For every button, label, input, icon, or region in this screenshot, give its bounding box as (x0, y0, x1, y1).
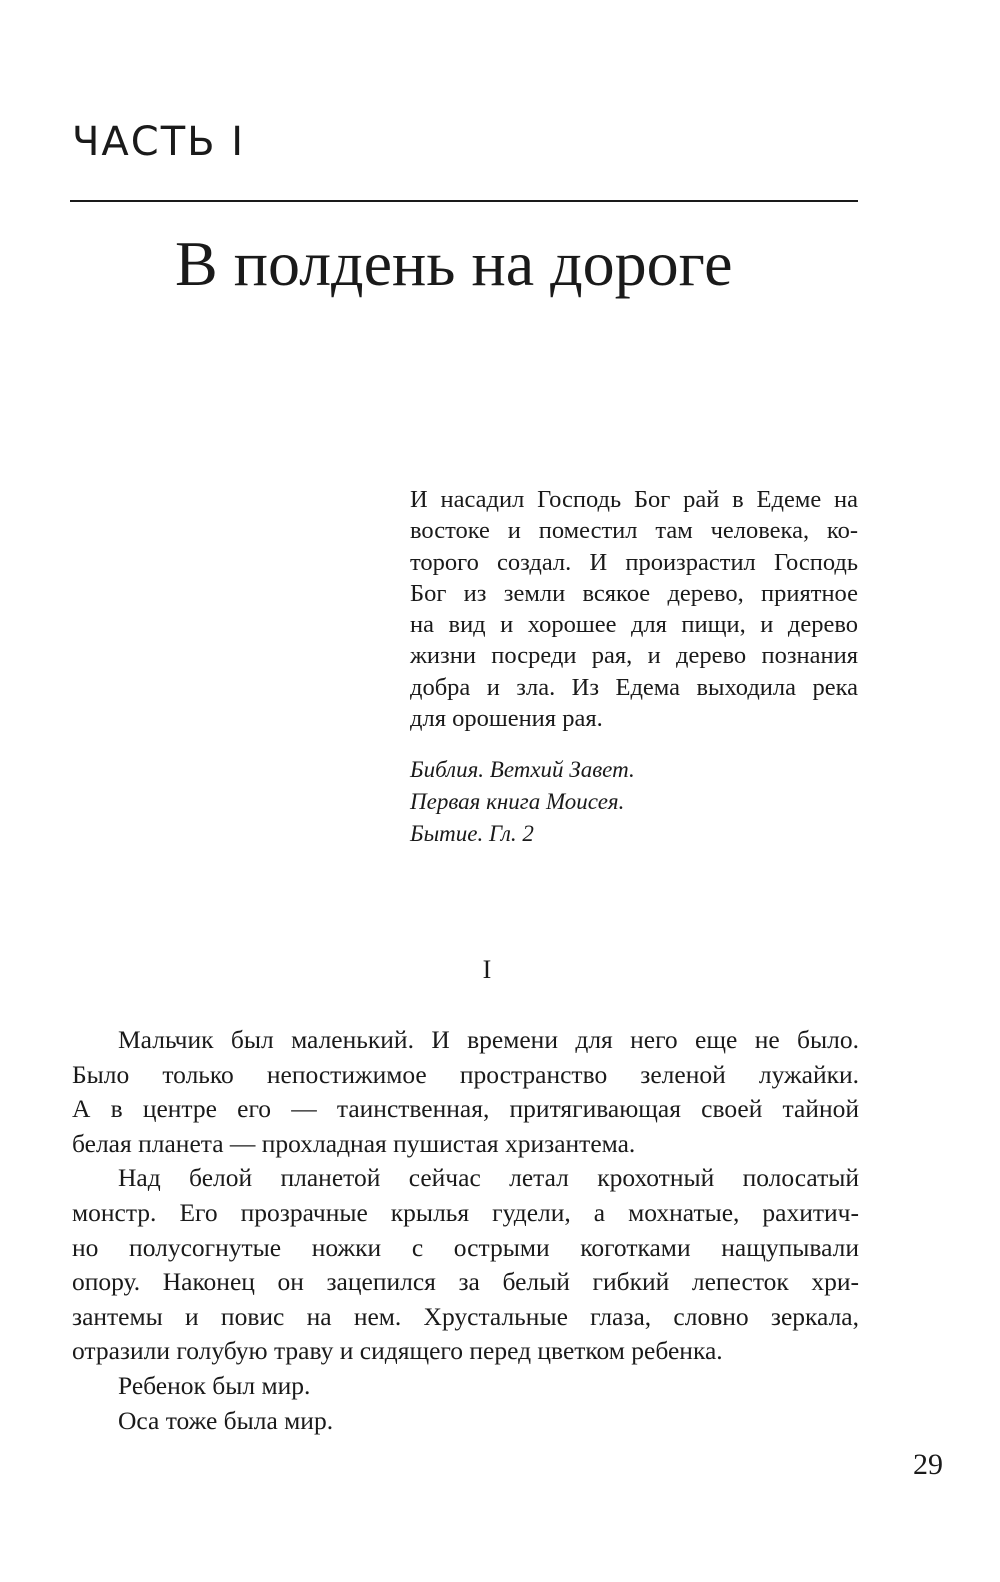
body-line: но полусогнутые ножки с острыми коготками нащупывали (72, 1232, 859, 1262)
body-line: Над белой планетой сейчас летал крохотный полосатый (118, 1163, 859, 1193)
body-line: Мальчик был маленький. И времени для него еще не было. (118, 1025, 859, 1054)
body-line: белая планета — прохладная пушистая хризантема. (72, 1128, 636, 1158)
body-line: монстр. Его прозрачные крылья гудели, а мохнатые, рахитич- (72, 1197, 859, 1227)
epigraph-source-line: Бытие. Гл. 2 (410, 821, 534, 847)
epigraph-line: И насадил Господь Бог рай в Едеме на (410, 486, 858, 513)
epigraph-line: добра и зла. Из Едема выходила река (410, 673, 858, 701)
page-number: 29 (913, 1448, 943, 1481)
epigraph-line: Бог из земли всякое дерево, приятное (410, 579, 858, 607)
body-line: отразили голубую траву и сидящего перед цветком ребенка. (72, 1336, 723, 1366)
epigraph (410, 484, 858, 850)
body-line: А в центре его — таинственная, притягивающая своей тайной (72, 1094, 859, 1124)
epigraph-line: торого создал. И произрастил Господь (410, 548, 858, 576)
body-line: опору. Наконец он зацепился за белый гибкий лепесток хри- (72, 1267, 859, 1297)
epigraph-line: для орошения рая. (410, 705, 603, 733)
part-label: ЧАСТЬ I (72, 119, 246, 165)
epigraph-source-line: Библия. Ветхий Завет. (410, 757, 635, 783)
body-line: Было только непостижимое пространство зеленой лужайки. (72, 1059, 859, 1089)
horizontal-rule (70, 200, 858, 202)
body-line: Ребенок был мир. (118, 1370, 311, 1400)
epigraph-source-line: Первая книга Моисея. (410, 789, 625, 815)
epigraph-line: на вид и хорошее для пищи, и дерево (410, 611, 858, 639)
epigraph-line: востоке и поместил там человека, ко- (410, 517, 858, 545)
epigraph-line: жизни посреди рая, и дерево познания (410, 642, 858, 670)
epigraph-source (410, 754, 858, 850)
body-text (72, 1023, 859, 1438)
body-line: зантемы и повис на нем. Хрустальные глаза, словно зеркала, (72, 1301, 859, 1331)
section-number: I (482, 955, 492, 984)
body-line: Оса тоже была мир. (118, 1405, 334, 1435)
chapter-title: В полдень на дороге (175, 228, 733, 299)
